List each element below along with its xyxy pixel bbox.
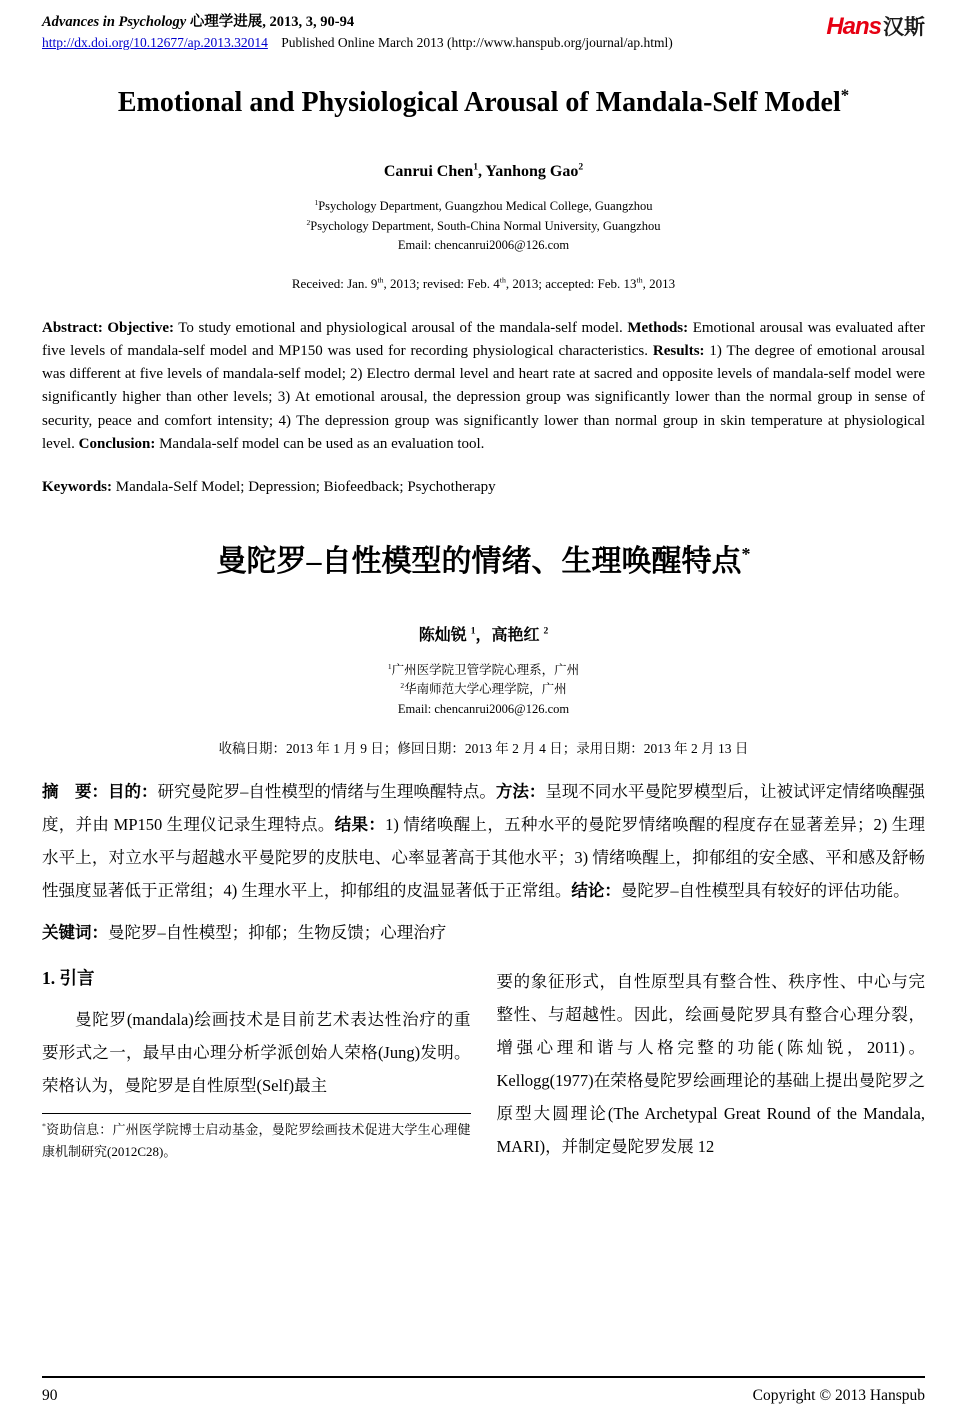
page-number: 90: [42, 1387, 58, 1404]
chinese-affiliation-2: $^2$华南师范大学心理学院，广州: [400, 681, 567, 697]
chinese-email-line: Email: chencanrui2006@126.com: [397, 701, 570, 716]
abstract-paragraph: Abstract: Objective: To study emotional and physiological arousal of the mandala-self model. Methods: Emotional arousal was evaluated after five levels of mandala-self model and MP150 was used for recording physiological characteristics. Results: 1) The degree of emotional arousal was different at five levels of mandala-self model; 2) Electro dermal level and heart rate at sacred and opposite levels of mandala-self model were significantly higher than other levels; 3) At emotional arousal, the depression group was significantly lower than the normal group in sense of security, peace and comfort intensity; 4) The depression group was significantly lower than normal group in skin temperature at physiological level. Conclusion: Mandala-self model can be used as an evaluation tool.: [42, 319, 926, 452]
hans-logo-cjk: 汉斯: [883, 16, 925, 39]
page-footer: [42, 1376, 925, 1405]
journal-citation: Advances in Psychology 心理学进展, 2013, 3, 90-94: [42, 14, 355, 30]
doi-link[interactable]: http://dx.doi.org/10.12677/ap.2013.32014: [42, 35, 268, 50]
keywords-line-english: Keywords: Mandala-Self Model; Depression; Biofeedback; Psychotherapy: [42, 479, 496, 496]
keywords-line-chinese: 关键词：曼陀罗–自性模型；抑郁；生物反馈；心理治疗: [42, 923, 447, 943]
affiliation-1: $^1$Psychology Department, Guangzhou Medical College, Guangzhou: [314, 198, 653, 214]
abstract-paragraph-chinese: 摘 要：目的：研究曼陀罗–自性模型的情绪与生理唤醒特点。方法：呈现不同水平曼陀罗模型后，让被试评定情绪唤醒强度，并由 MP150 生理仪记录生理特点。结果：1) 情绪唤醒上，五种水平的曼陀罗情绪唤醒的程度存在显著差异；2) 生理水平上，对立水平与超越水平曼陀罗的皮肤电、心率显著高于其他水平；3) 情绪唤醒上，抑郁组的安全感、平和感及舒畅性强度显著低于正常组；4) 生理水平上，抑郁组的皮温显著低于正常组。结论：曼陀罗–自性模型具有较好的评估功能。: [42, 782, 926, 901]
affiliations-english: [42, 197, 925, 255]
page-header: [42, 10, 925, 51]
body-column-left: [42, 965, 471, 1163]
section-heading-introduction: 1. 引言: [42, 968, 95, 989]
received-line-english: Received: Jan. 9th, 2013; revised: Feb. 4th, 2013; accepted: Feb. 13th, 2013: [291, 275, 676, 291]
affiliations-chinese: [42, 661, 925, 719]
intro-paragraph-right: 要的象征形式，自性原型具有整合性、秩序性、中心与完整性、与超越性。因此，绘画曼陀罗具有整合心理分裂，增强心理和谐与人格完整的功能(陈灿锐，2011)。Kellogg(1977)在荣格曼陀罗绘画理论的基础上提出曼陀罗之原型大圆理论(The Archetypal Great Round of the Mandala, MARI)，并制定曼陀罗发展 12: [496, 972, 925, 1157]
copyright-text: Copyright © 2013 Hanspub: [752, 1387, 925, 1404]
chinese-affiliation-1: $^1$广州医学院卫管学院心理系，广州: [387, 661, 580, 678]
paper-title-english: Emotional and Physiological Arousal of Mandala-Self Model*: [117, 85, 850, 118]
email-line: Email: chencanrui2006@126.com: [397, 238, 570, 253]
authors-line-chinese: 陈灿锐 $^1$，高艳红 $^2$: [418, 625, 549, 645]
authors-line-english: Canrui Chen$^1$, Yanhong Gao$^2$: [383, 162, 584, 181]
published-online-text: Published Online March 2013 (http://www.hanspub.org/journal/ap.html): [281, 35, 673, 50]
affiliation-2: $^2$Psychology Department, South-China Normal University, Guangzhou: [306, 217, 661, 233]
paper-title-chinese: 曼陀罗–自性模型的情绪、生理唤醒特点*: [216, 544, 751, 579]
doi-line: [42, 35, 673, 51]
hans-logo-latin: Hans: [826, 13, 881, 40]
received-line-chinese: 收稿日期：2013 年 1 月 9 日；修回日期：2013 年 2 月 4 日；录用日期：2013 年 2 月 13 日: [218, 741, 749, 757]
funding-footnote: *资助信息：广州医学院博士启动基金，曼陀罗绘画技术促进大学生心理健康机制研究(2012C28)。: [42, 1113, 471, 1163]
body-columns: [42, 965, 925, 1163]
hans-logo: [826, 10, 925, 41]
body-column-right: [497, 965, 926, 1163]
intro-paragraph-left: 曼陀罗(mandala)绘画技术是目前艺术表达性治疗的重要形式之一，最早由心理分析学派创始人荣格(Jung)发明。荣格认为，曼陀罗是自性原型(Self)最主: [42, 1010, 471, 1096]
header-left: [42, 10, 673, 51]
